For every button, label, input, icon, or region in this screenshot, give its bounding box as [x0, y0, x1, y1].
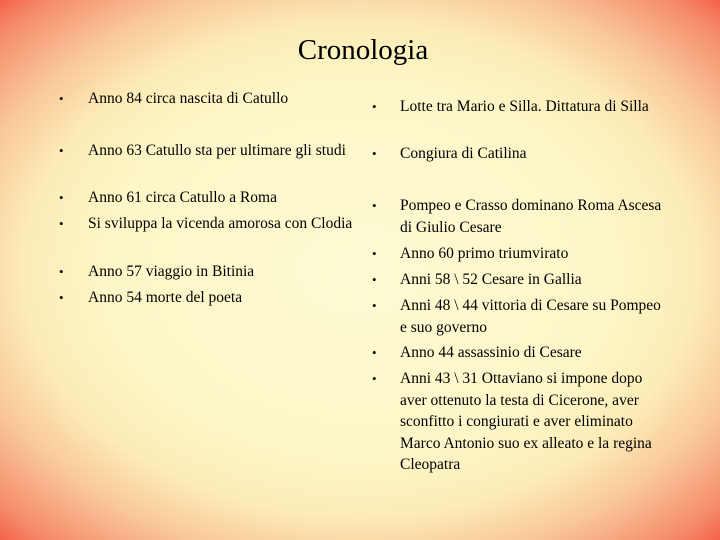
bullet: • [372, 246, 377, 261]
list-item [400, 143, 665, 165]
slide-title: Cronologia [297, 34, 429, 66]
list-item [400, 195, 665, 238]
list-item [400, 368, 665, 476]
list-item [88, 261, 358, 283]
bullet: • [59, 143, 64, 158]
bullet: • [59, 190, 64, 205]
list-item-text: Anno 57 viaggio in Bitinia [88, 263, 255, 280]
list-item-text: Pompeo e Crasso dominano Roma Ascesa di Giulio Cesare [400, 197, 662, 236]
list-item-text: Anno 54 morte del poeta [88, 289, 243, 306]
list-item [400, 295, 665, 338]
bullet: • [372, 146, 377, 161]
bullet: • [372, 272, 377, 287]
list-item [400, 342, 665, 364]
list-item-text: Anni 48 \ 44 vittoria di Cesare su Pompeo e suo governo [400, 297, 661, 336]
list-item [88, 88, 358, 110]
bullet: • [59, 290, 64, 305]
list-item-text: Anno 60 primo triumvirato [400, 245, 569, 262]
list-item-text: Anni 58 \ 52 Cesare in Gallia [400, 271, 582, 288]
list-item-text: Anno 61 circa Catullo a Roma [88, 189, 277, 206]
bullet: • [59, 91, 64, 106]
list-item-text: Congiura di Catilina [400, 145, 527, 162]
bullet: • [372, 298, 377, 313]
bullet: • [59, 216, 64, 231]
bullet: • [372, 99, 377, 114]
list-item [88, 187, 358, 209]
list-item-text: Anno 84 circa nascita di Catullo [88, 90, 289, 107]
list-item-text: Si sviluppa la vicenda amorosa con Clodia [88, 215, 353, 232]
list-item [88, 213, 358, 235]
bullet: • [372, 345, 377, 360]
list-item-text: Anno 63 Catullo sta per ultimare gli studi [88, 142, 346, 159]
bullet: • [372, 371, 377, 386]
list-item [88, 287, 358, 309]
list-item-text: Anno 44 assassinio di Cesare [400, 344, 582, 361]
list-item [400, 96, 665, 118]
bullet: • [372, 198, 377, 213]
list-item [88, 140, 358, 162]
bullet: • [59, 264, 64, 279]
list-item [400, 243, 665, 265]
list-item-text: Anni 43 \ 31 Ottaviano si impone dopo aver ottenuto la testa di Cicerone, aver sconfitto i congiurati e aver eliminato Marco Antonio suo ex alleato e la regina Cleopatra [400, 370, 652, 473]
list-item [400, 269, 665, 291]
list-item-text: Lotte tra Mario e Silla. Dittatura di Silla [400, 98, 649, 115]
